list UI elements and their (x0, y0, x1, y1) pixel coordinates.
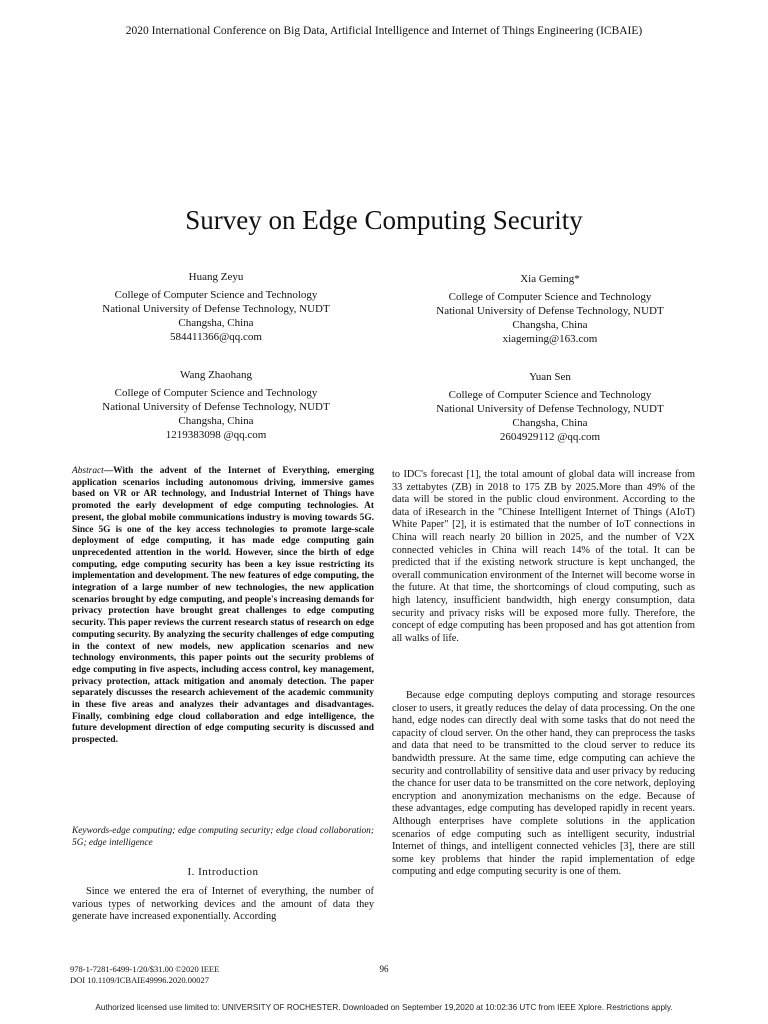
author-name: Xia Geming* (520, 273, 580, 285)
body-paragraph: Because edge computing deploys computing and storage resources closer to users, it greatly reduces the delay of data processing. On the one hand, edge nodes can directly deal with some tasks that do not need the capacity of cloud server. On the other hand, they can preprocess the tasks and data that need to be transmitted to the cloud server to reduce its bandwidth pressure. At the same time, edge computing can achieve the security and controllability of sensitive data and user privacy by reducing the chance for user data to be transmitted on the core network, deploying encryption and anonymization mechanisms on the edge. Because of these advantages, edge computing has developed rapidly in recent years. Although enterprises have complete solutions in the application scenarios of edge computing such as intelligent security, industrial Internet of things, and intelligent connected vehicles [3], there are still some key problems that hinder the rapid implementation of edge computing and edge computing security is one of them. (392, 690, 695, 878)
author-university: National University of Defense Technology, NUDT (436, 305, 664, 317)
abstract (72, 466, 374, 747)
body-paragraph: to IDC's forecast [1], the total amount of global data will increase from 33 zettabytes (ZB) in 2018 to 175 ZB by 2025.More than 49% of the data will be stored in the public cloud environment. According to the data of iResearch in the "Chinese Intelligent Internet of Things (AIoT) White Paper" [2], it is estimated that the number of IoT connections in China will reach nearly 20 billion in 2025, and the number of V2X connected vehicles in China will reach 14% of the total. It can be predicted that if the existing network structure is kept unchanged, the overall communication environment of the Internet will become worse in the future. At that time, the shortcomings of cloud computing, such as high latency, insufficient bandwidth, high energy consumption, data security and privacy risks will be exposed more fully. Therefore, the concept of edge computing has been proposed and has got attention from all walks of life. (392, 469, 695, 644)
author-block (56, 368, 376, 442)
keywords-label: Keywords- (72, 826, 113, 836)
author-email: 1219383098 @qq.com (165, 429, 267, 441)
author-college: College of Computer Science and Technology (448, 291, 652, 303)
author-college: College of Computer Science and Technology (448, 389, 652, 401)
author-email: xiageming@163.com (502, 333, 598, 345)
author-name: Huang Zeyu (188, 271, 244, 283)
author-city: Changsha, China (178, 317, 254, 329)
keywords-text: edge computing; edge computing security; edge cloud collaboration; 5G; edge intelligence (72, 826, 374, 848)
author-university: National University of Defense Technology, NUDT (102, 401, 330, 413)
footer-isbn: 978-1-7281-6499-1/20/$31.00 ©2020 IEEE (70, 964, 220, 974)
author-email: 584411366@qq.com (170, 331, 262, 343)
conference-header: 2020 International Conference on Big Data, Artificial Intelligence and Internet of Things Engineering (ICBAIE) (125, 25, 643, 37)
author-city: Changsha, China (512, 319, 588, 331)
author-city: Changsha, China (512, 417, 588, 429)
footer-doi: DOI 10.1109/ICBAIE49996.2020.00027 (70, 975, 209, 985)
intro-paragraph: Since we entered the era of Internet of everything, the number of various types of networking devices and the amount of data they generate have increased exponentially. According (72, 886, 374, 923)
author-name: Wang Zhaohang (179, 369, 253, 381)
author-college: College of Computer Science and Technology (114, 289, 318, 301)
author-block (56, 270, 376, 344)
author-name: Yuan Sen (529, 371, 571, 383)
page-number: 96 (379, 964, 389, 974)
keywords (72, 826, 374, 849)
author-college: College of Computer Science and Technology (114, 387, 318, 399)
abstract-label: Abstract (72, 466, 104, 476)
paper-title: Survey on Edge Computing Security (185, 205, 583, 235)
author-block (390, 272, 710, 346)
author-email: 2604929112 @qq.com (499, 431, 601, 443)
author-city: Changsha, China (178, 415, 254, 427)
license-notice: Authorized licensed use limited to: UNIVERSITY OF ROCHESTER. Downloaded on September 19,2020 at 10:02:36 UTC from IEEE Xplore. Restrictions apply. (95, 1003, 673, 1012)
author-block (390, 370, 710, 444)
author-university: National University of Defense Technology, NUDT (436, 403, 664, 415)
author-university: National University of Defense Technology, NUDT (102, 303, 330, 315)
section-heading: I. Introduction (187, 866, 259, 878)
abstract-text: —With the advent of the Internet of Everything, emerging application scenarios including autonomous driving, immersive games based on VR or AR technology, and Industrial Internet of Things have promoted the early development of edge computing technologies. At present, the global mobile communications industry is moving towards 5G. Since 5G is one of the key access technologies to promote large-scale deployment of edge computing, it has made edge computing gain unprecedented attention in the world. However, since the birth of edge computing, edge computing security has been a key issue restricting its implementation and development. The new features of edge computing, the integration of a large number of new technologies, the new application scenarios brought by edge computing, and people's increasing demands for privacy protection have brought great challenges to edge computing security. This paper reviews the current research status of research on edge computing security. By analyzing the security challenges of edge computing in the context of new models, new application scenarios and new technology environments, this paper points out the security problems of edge computing in five aspects, including access control, key management, privacy protection, attack mitigation and anomaly detection. The paper separately discusses the research achievement of the academic community in these five areas and analyzes their advantages and disadvantages. Finally, combining edge cloud collaboration and edge intelligence, the future development direction of edge computing security is discussed and prospected. (72, 466, 374, 746)
